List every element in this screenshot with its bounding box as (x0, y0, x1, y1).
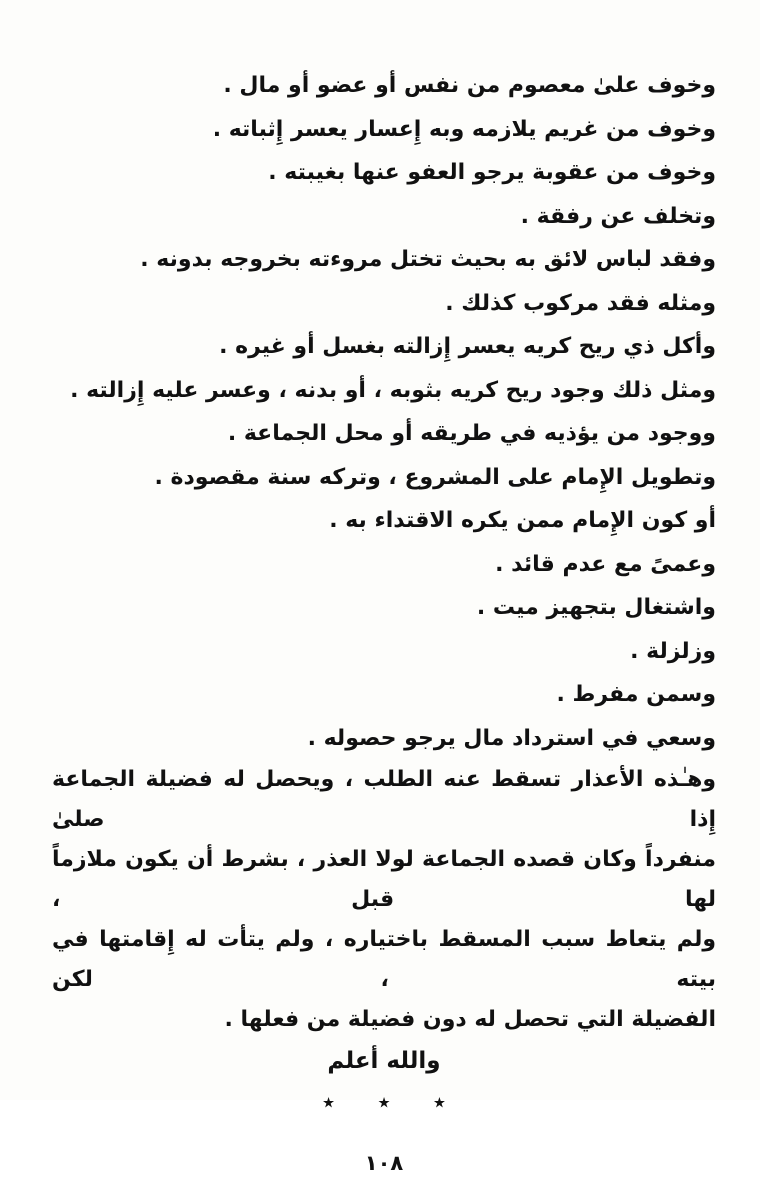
separator-asterisks (52, 1082, 716, 1122)
excuse-line: ووجود من يؤذيه في طريقه أو محل الجماعة . (227, 421, 716, 446)
asterisk-icon: ٭ (377, 1088, 391, 1116)
excuse-line: ومثل ذلك وجود ريح كريه بثوبه ، أو بدنه ، وعسر عليه إِزالته . (70, 377, 716, 403)
asterisk-icon: ٭ (322, 1088, 336, 1116)
excuse-line: وسعي في استرداد مال يرجو حصوله . (307, 725, 716, 751)
paragraph-line: منفرداً وكان قصده الجماعة لولا العذر ، بشرط أن يكون ملازماً لها قبل ، (52, 847, 716, 912)
excuse-line: وخوف من غريم يلازمه وبه إِعسار يعسر إِثباته . (212, 116, 716, 142)
paragraph-line: ولم يتعاط سبب المسقط باختياره ، ولم يتأت له إِقامتها في بيته ، لكن (52, 927, 716, 992)
excuse-line: وفقد لباس لائق به بحيث تختل مروءته بخروجه بدونه . (140, 247, 716, 272)
excuse-line: وخوف من عقوبة يرجو العفو عنها بغيبته . (268, 160, 716, 185)
excuse-line: أو كون الإِمام ممن يكره الاقتداء به . (329, 508, 716, 533)
excuse-line: وخوف علىٰ معصوم من نفس أو عضو أو مال . (223, 73, 716, 98)
paragraph-line: وهـٰذه الأعذار تسقط عنه الطلب ، ويحصل له فضيلة الجماعة إِذا صلىٰ (52, 767, 716, 832)
excuse-line: وسمن مفرط . (556, 682, 716, 707)
asterisk-icon: ٭ (432, 1088, 446, 1116)
excuse-line: وعمىً مع عدم قائد . (495, 551, 716, 577)
excuse-line: ومثله فقد مركوب كذلك . (445, 290, 716, 316)
excuse-line: وزلزلة . (630, 638, 716, 664)
excuse-line: وتطويل الإِمام على المشروع ، وتركه سنة مقصودة . (154, 464, 716, 490)
excuse-line: وأكل ذي ريح كريه يعسر إِزالته بغسل أو غيره . (219, 334, 716, 359)
paragraph-line: الفضيلة التي تحصل له دون فضيلة من فعلها . (224, 1007, 716, 1032)
closing-phrase: والله أعلم (327, 1048, 441, 1074)
page-number: ١٠٨ (364, 1151, 404, 1175)
excuse-line: وتخلف عن رفقة . (520, 203, 716, 229)
excuse-line: واشتغال بتجهيز ميت . (476, 595, 716, 620)
